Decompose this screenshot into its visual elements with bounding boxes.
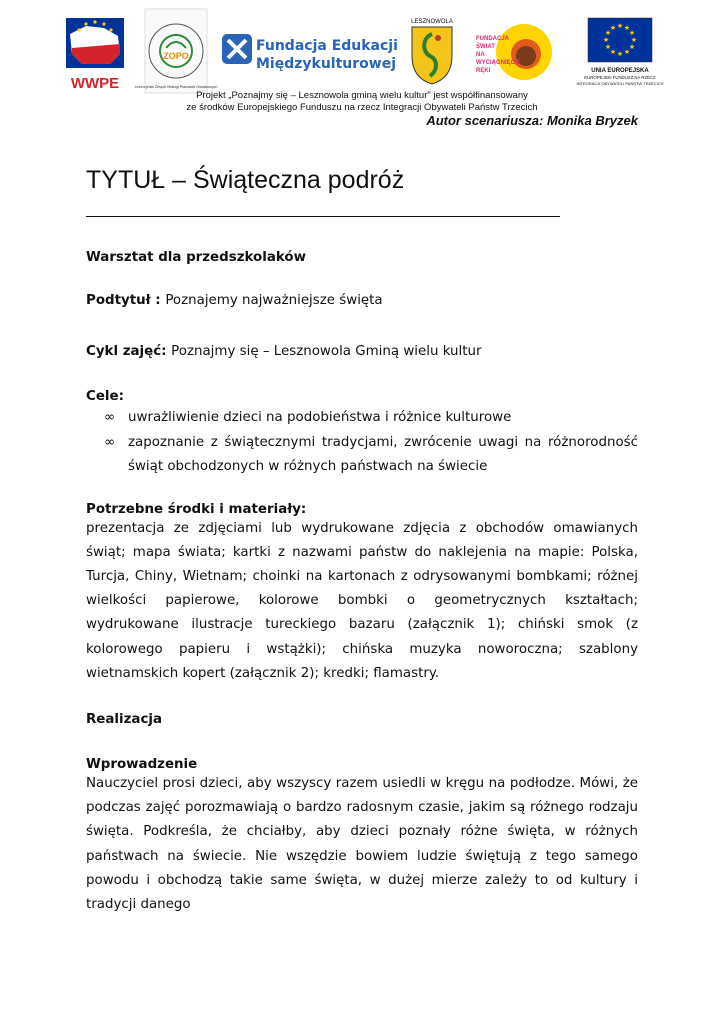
fundacja-text-line1: Fundacja Edukacji bbox=[256, 38, 398, 54]
svg-text:★: ★ bbox=[609, 48, 617, 56]
svg-text:★: ★ bbox=[628, 43, 636, 51]
cycle-value: Poznajmy się – Lesznowola Gminą wielu kultur bbox=[171, 344, 482, 359]
swiat-text-line3: NA bbox=[476, 52, 485, 58]
svg-text:★: ★ bbox=[604, 43, 612, 51]
lesznowola-text: LESZNOWOLA bbox=[411, 19, 453, 25]
swiat-emblem bbox=[474, 16, 554, 88]
svg-text:★: ★ bbox=[602, 36, 610, 44]
list-item bbox=[86, 406, 638, 431]
materials-paragraph: prezentacja ze zdjęciami lub wydrukowane zdjęcia z obchodów omawianych świąt; mapa świata; kartki z nazwami państw do naklejenia na mapie: Polska, Turcja, Chiny, Wietnam; choinki na kartonach z odrysowanymi bombkami; różnej wielkości papierowe, kolorowe bombki o geometrycznych kształtach; wydrukowane ilustracje tureckiego bazaru (załącznik 1); chiński smok (z kolorowego papieru i wstążki); chińska muzyka noworoczna; szablony wietnamskich kopert (załącznik 2); kredki; flamastry. bbox=[86, 520, 638, 681]
eu-text-line1: UNIA EUROPEJSKA bbox=[591, 68, 649, 74]
goals-list bbox=[86, 406, 638, 480]
eu-text-line3: INTEGRACJI OBYWATELI PAŃSTW TRZECICH bbox=[576, 81, 664, 86]
eu-logo bbox=[578, 16, 662, 92]
document-body bbox=[86, 250, 638, 917]
swiat-text-line4: WYCIĄGNIĘCIE bbox=[476, 60, 521, 66]
zopo-emblem bbox=[134, 8, 218, 94]
goal-text: zapoznanie z świątecznymi tradycjami, zwrócenie uwagi na różnorodność świąt obchodzonych w różnych państwach na świecie bbox=[128, 434, 638, 474]
subtitle-line bbox=[86, 293, 638, 308]
realization-heading: Realizacja bbox=[86, 711, 163, 727]
zopo-ring-text: Leszczyński Zespół Obsługi Placówek Oświatowych bbox=[134, 85, 218, 89]
logo-strip bbox=[62, 8, 662, 96]
goals-heading: Cele: bbox=[86, 389, 124, 404]
fundacja-edukacji-logo bbox=[220, 28, 402, 76]
author-line: Autor scenariusza: Monika Bryzek bbox=[426, 113, 638, 128]
intro-heading: Wprowadzenie bbox=[86, 756, 198, 772]
fundacja-emblem bbox=[220, 28, 402, 76]
document-title: TYTUŁ – Świąteczna podróż bbox=[86, 166, 405, 194]
swiat-text-line1: FUNDACJA bbox=[476, 36, 509, 42]
wwpe-text: WWPE bbox=[70, 75, 120, 92]
zopo-logo bbox=[134, 8, 218, 94]
intro-paragraph: Nauczyciel prosi dzieci, aby wszyscy razem usiedli w kręgu na podłodze. Mówi, że podczas zajęć porozmawiają o bardzo radosnym czasie, jakim są różnego rodzaju święta. Podkreśla, że chciałby, aby dzieci poznały różne święta, w różnych państwach na świecie. Nie wszędzie bowiem ludzie świętują z tego samego powodu i obchodzą takie same święta, w dużej mierze zależy to od kultury i tradycji danego bbox=[86, 775, 638, 912]
wwpe-emblem bbox=[62, 14, 130, 94]
wwpe-logo bbox=[62, 14, 130, 94]
subtitle-value: Poznajemy najważniejsze święta bbox=[165, 293, 383, 308]
svg-text:★: ★ bbox=[628, 29, 636, 37]
svg-text:★: ★ bbox=[616, 50, 624, 58]
funding-line-2: ze środków Europejskiego Funduszu na rzecz Integracji Obywateli Państw Trzecich bbox=[186, 102, 538, 113]
infinity-bullet-icon: ∞ bbox=[104, 434, 116, 450]
title-underline bbox=[86, 216, 560, 217]
svg-text:★: ★ bbox=[604, 29, 612, 37]
cycle-label: Cykl zajęć: bbox=[86, 344, 172, 359]
list-item bbox=[86, 431, 638, 480]
workshop-heading: Warsztat dla przedszkolaków bbox=[86, 250, 306, 265]
eu-flag-icon bbox=[578, 16, 662, 92]
funding-note bbox=[0, 90, 724, 114]
swiat-text-line5: RĘKI bbox=[476, 68, 491, 74]
svg-text:★: ★ bbox=[630, 36, 638, 44]
lesznowola-emblem bbox=[408, 16, 456, 86]
svg-text:★: ★ bbox=[609, 24, 617, 32]
infinity-bullet-icon: ∞ bbox=[104, 410, 116, 425]
eu-text-line2: EUROPEJSKI FUNDUSZ NA RZECZ bbox=[584, 75, 656, 80]
materials-heading: Potrzebne środki i materiały: bbox=[86, 501, 307, 517]
svg-text:★: ★ bbox=[623, 48, 631, 56]
swiat-na-wyciagniecie-reki-logo bbox=[474, 16, 554, 88]
cycle-line bbox=[86, 344, 638, 359]
fundacja-text-line2: Międzykulturowej bbox=[256, 56, 397, 72]
goal-text: uwrażliwienie dzieci na podobieństwa i różnice kulturowe bbox=[128, 410, 512, 425]
subtitle-label: Podtytuł : bbox=[86, 293, 166, 308]
lesznowola-crest bbox=[408, 16, 456, 86]
svg-text:★: ★ bbox=[616, 22, 624, 30]
svg-text:★: ★ bbox=[623, 24, 631, 32]
zopo-text: ZOPO bbox=[163, 51, 189, 61]
swiat-text-line2: ŚWIAT bbox=[476, 44, 495, 50]
funding-line-1: Projekt „Poznajmy się – Lesznowola gminą wielu kultur" jest współfinansowany bbox=[196, 90, 528, 101]
